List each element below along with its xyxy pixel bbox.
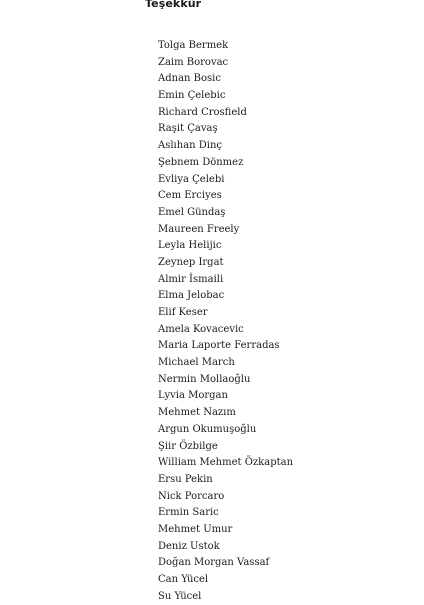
name-list-item: Almir İsmaili <box>158 273 224 285</box>
name-list-item: Cem Erciyes <box>158 190 222 202</box>
name-list-item: Michael March <box>158 357 235 369</box>
name-list-item: Tolga Bermek <box>158 40 229 51</box>
name-list-item: Elma Jelobac <box>158 290 225 302</box>
name-list-item: Şebnem Dönmez <box>158 156 244 168</box>
name-list-item: Elif Keser <box>158 307 208 318</box>
name-list-item: Mehmet Nazım <box>158 407 236 419</box>
name-list-item: Aslıhan Dinç <box>158 140 223 152</box>
name-list-item: Su Yücel <box>158 590 202 602</box>
name-list-item: Amela Kovacevic <box>158 323 244 335</box>
name-list-item: Nick Porcaro <box>158 490 225 502</box>
name-list-item: Zaim Borovac <box>158 56 229 68</box>
name-list-item: Adnan Bosic <box>158 73 221 85</box>
name-list-item: William Mehmet Özkaptan <box>158 457 294 469</box>
name-list-item: Lyvia Morgan <box>158 390 228 402</box>
name-list-item: Maria Laporte Ferradas <box>158 340 280 352</box>
name-list-item: Nermin Mollaoğlu <box>158 373 251 385</box>
name-list-item: Leyla Helijic <box>158 240 222 252</box>
name-list-item: Mehmet Umur <box>158 523 233 535</box>
name-list-item: Emel Gündaş <box>158 206 226 218</box>
name-list-item: Emin Çelebic <box>158 90 226 102</box>
name-list-item: Doğan Morgan Vassaf <box>158 557 270 569</box>
name-list-item: Evliya Çelebi <box>158 173 225 185</box>
name-list-item: Richard Crosfield <box>158 106 247 118</box>
name-list-item: Ersu Pekin <box>158 473 213 485</box>
name-list-item: Raşit Çavaş <box>158 123 218 135</box>
acknowledgement-name-list <box>158 38 293 605</box>
name-list-item: Can Yücel <box>158 574 209 585</box>
name-list-item: Maureen Freely <box>158 223 240 235</box>
name-list-item: Şiir Özbilge <box>158 440 218 452</box>
name-list-item: Argun Okumuşoğlu <box>158 423 257 435</box>
page-heading: Teşekkür <box>145 0 202 10</box>
name-list-item: Zeynep Irgat <box>158 256 224 268</box>
name-list-item: Ermin Saric <box>158 507 219 519</box>
name-list-item: Deniz Ustok <box>158 540 220 552</box>
